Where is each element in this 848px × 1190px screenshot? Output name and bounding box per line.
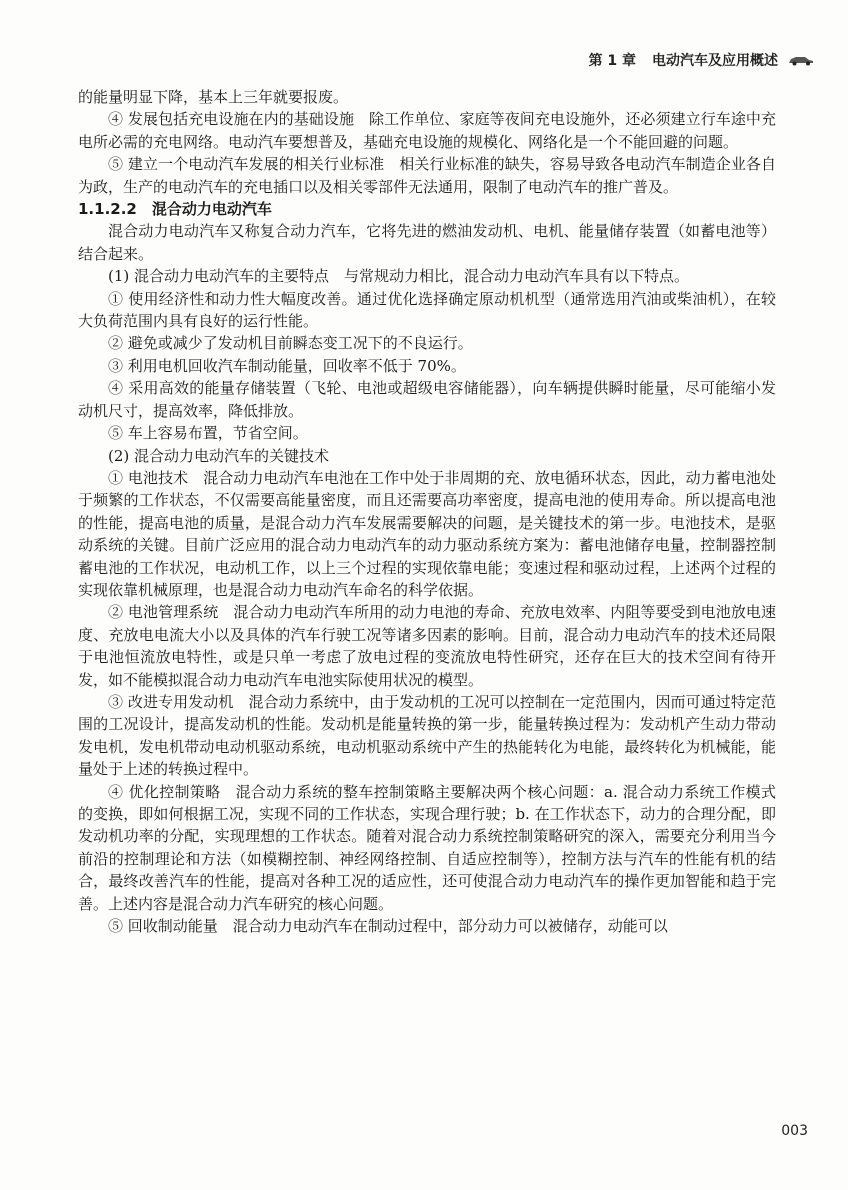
paragraph-text: ③ 利用电机回收汽车制动能量，回收率不低于 70%。 <box>108 356 466 375</box>
paragraph-text: 混合动力电动汽车电池在工作中处于非周期的充、放电循环状态，因此，动力蓄电池处于频繁的工作状态，不仅需要高能量密度，而且还需要高功率密度，提高电池的使用寿命。所以提高电池的性能，提高电池的质量，是混合动力汽车发展需要解决的问题，是关键技术的第一步。电池技术，是驱动系统的关键。目前广泛应用的混合动力电动汽车的动力驱动系统方案为：蓄电池储存电量，控制器控制蓄电池的工作状况，电动机工作，以上三个过程的实现依靠电能；变速过程和驱动过程，上述两个过程的实现依靠机械原理，也是混合动力电动汽车命名的科学依据。 <box>78 468 776 599</box>
body-paragraph <box>78 422 776 444</box>
page-header <box>589 50 815 70</box>
body-paragraph <box>78 108 776 153</box>
car-icon <box>788 54 814 66</box>
body-paragraph <box>78 691 776 781</box>
body-paragraph <box>78 377 776 422</box>
body-paragraph <box>78 86 776 108</box>
paragraph-keyword: ② 电池管理系统 <box>108 603 219 622</box>
paragraph-text: ④ 采用高效的能量存储装置（飞轮、电池或超级电容储能器），向车辆提供瞬时能量，尽可能缩小发动机尺寸，提高效率，降低排放。 <box>78 379 776 420</box>
chapter-number: 第 1 章 <box>588 53 636 69</box>
paragraph-text: 除工作单位、家庭等夜间充电设施外，还必须建立行车途中充电所必需的充电网络。电动汽车要想普及，基础充电设施的规模化、网络化是一个不能回避的问题。 <box>78 110 776 151</box>
paragraph-text: ⑤ 车上容易布置，节省空间。 <box>108 424 308 443</box>
paragraph-text: 混合动力电动汽车又称复合动力汽车，它将先进的燃油发动机、电机、能量储存装置（如蓄电池等）结合起来。 <box>78 222 776 263</box>
paragraph-text: 混合动力电动汽车所用的动力电池的寿命、充放电效率、内阻等要受到电池放电速度、充放电电流大小以及具体的汽车行驶工况等诸多因素的影响。目前，混合动力电动汽车的技术还局限于电池恒流放电特性，或是只单一考虑了放电过程的变流放电特性研究，还存在巨大的技术空间有待开发，如不能模拟混合动力电动汽车电池实际使用状况的模型。 <box>78 603 776 689</box>
paragraph-text: (2) 混合动力电动汽车的关键技术 <box>108 446 330 465</box>
paragraph-keyword: ⑤ 建立一个电动汽车发展的相关行业标准 <box>108 155 385 174</box>
page-number: 003 <box>781 1123 808 1139</box>
body-paragraph <box>78 915 776 937</box>
paragraph-text: ② 避免或减少了发动机目前瞬态变工况下的不良运行。 <box>108 334 473 353</box>
paragraph-text: 混合动力系统的整车控制策略主要解决两个核心问题：a. 混合动力系统工作模式的变换，即如何根据工况，实现不同的工作状态，实现合理行驶；b. 在工作状态下，动力的合理分配，即发动机功率的分配，实现理想的工作状态。随着对混合动力系统控制策略研究的深入，需要充分利用当今前沿的控制理论和方法（如模糊控制、神经网络控制、自适应控制等），控制方法与汽车的性能有机的结合，最终改善汽车的性能，提高对各种工况的适应性，还可使混合动力电动汽车的操作更加智能和趋于完善。上述内容是混合动力汽车研究的核心问题。 <box>78 782 776 913</box>
body-paragraph <box>78 153 776 198</box>
body-paragraph <box>78 220 776 265</box>
page-body <box>78 86 776 937</box>
chapter-title: 电动汽车及应用概述 <box>652 53 778 69</box>
paragraph-text: 混合动力电动汽车在制动过程中，部分动力可以被储存，动能可以 <box>232 917 668 936</box>
paragraph-text: 相关行业标准的缺失，容易导致各电动汽车制造企业各自为政，生产的电动汽车的充电插口以及相关零部件无法通用，限制了电动汽车的推广普及。 <box>78 155 776 196</box>
body-paragraph <box>78 445 776 467</box>
paragraph-keyword: ③ 改进专用发动机 <box>108 692 234 711</box>
paragraph-text: 与常规动力相比，混合动力电动汽车具有以下特点。 <box>344 267 690 286</box>
section-heading: 1.1.2.2 混合动力电动汽车 <box>78 200 272 219</box>
body-paragraph <box>78 355 776 377</box>
body-paragraph <box>78 288 776 333</box>
paragraph-keyword: ① 电池技术 <box>108 468 189 487</box>
paragraph-keyword: ④ 发展包括充电设施在内的基础设施 <box>108 110 355 129</box>
body-paragraph <box>78 781 776 915</box>
body-paragraph <box>78 332 776 354</box>
paragraph-text: ① 使用经济性和动力性大幅度改善。通过优化选择确定原动机机型（通常选用汽油或柴油机），在较大负荷范围内具有良好的运行性能。 <box>78 289 776 331</box>
paragraph-keyword: ④ 优化控制策略 <box>108 782 221 801</box>
body-paragraph <box>78 467 776 601</box>
body-paragraph <box>78 601 776 691</box>
paragraph-keyword: (1) 混合动力电动汽车的主要特点 <box>108 267 330 286</box>
paragraph-keyword: ⑤ 回收制动能量 <box>108 917 218 936</box>
paragraph-text: 的能量明显下降，基本上三年就要报废。 <box>78 88 349 106</box>
body-paragraph <box>78 265 776 287</box>
paragraph-text: 混合动力系统中，由于发动机的工况可以控制在一定范围内，因而可通过特定范围的工况设计，提高发动机的性能。发动机是能量转换的第一步，能量转换过程为：发动机产生动力带动发电机，发电机带动电动机驱动系统，电动机驱动系统中产生的热能转化为电能，最终转化为机械能，能量处于上述的转换过程中。 <box>78 692 776 779</box>
